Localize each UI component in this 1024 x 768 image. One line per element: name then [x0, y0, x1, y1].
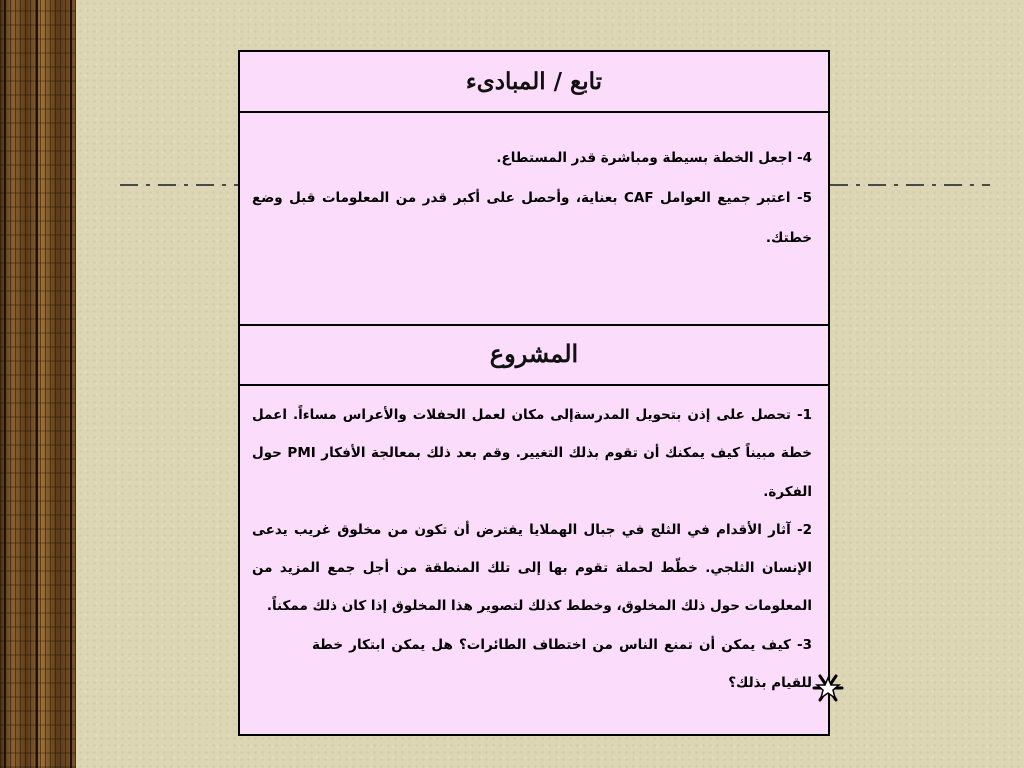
wood-line	[36, 0, 38, 768]
decorative-dash-rule-right	[830, 184, 990, 186]
content-panel	[238, 50, 830, 736]
wood-strip	[0, 0, 76, 768]
star-burst-icon	[810, 670, 846, 706]
decorative-dash-rule-left	[120, 184, 238, 186]
title-continued-principles: تابع / المبادىء	[465, 68, 603, 95]
wood-line	[70, 0, 72, 768]
divider	[240, 384, 828, 386]
project-item-1: 1- تحصل على إذن بتحويل المدرسةإلى مكان لعمل الحفلات والأعراس مساءاً. اعمل خطة مبيناً كيف يمكنك أن تقوم بذلك التغيير. وقم بعد ذلك بمعالجة الأفكار PMI حول الفكرة.	[252, 407, 812, 500]
projects-section	[240, 396, 828, 702]
title-project: المشروع	[489, 339, 579, 368]
divider	[240, 111, 828, 113]
principle-item-4: 4- اجعل الخطة بسيطة ومباشرة قدر المستطاع.	[496, 150, 812, 166]
principle-item-5: 5- اعتبر جميع العوامل CAF بعناية، وأحصل على أكبر قدر من المعلومات قبل وضع خطتك.	[252, 190, 812, 246]
wood-line	[4, 0, 6, 768]
principles-section	[240, 138, 828, 258]
project-item-2: 2- آثار الأقدام في الثلج في جبال الهملايا يفترض أن تكون من مخلوق غريب يدعى الإنسان الثلجي. خطّط لحملة تقوم بها إلى تلك المنطقة من أجل جمع المزيد من المعلومات حول ذلك المخلوق، وخطط كذلك لتصوير هذا المخلوق إذا كان ذلك ممكناً.	[252, 521, 812, 615]
project-item-3: 3- كيف يمكن أن تمنع الناس من اختطاف الطائرات؟ هل يمكن ابتكار خطة للقيام بذلك؟	[312, 636, 812, 692]
